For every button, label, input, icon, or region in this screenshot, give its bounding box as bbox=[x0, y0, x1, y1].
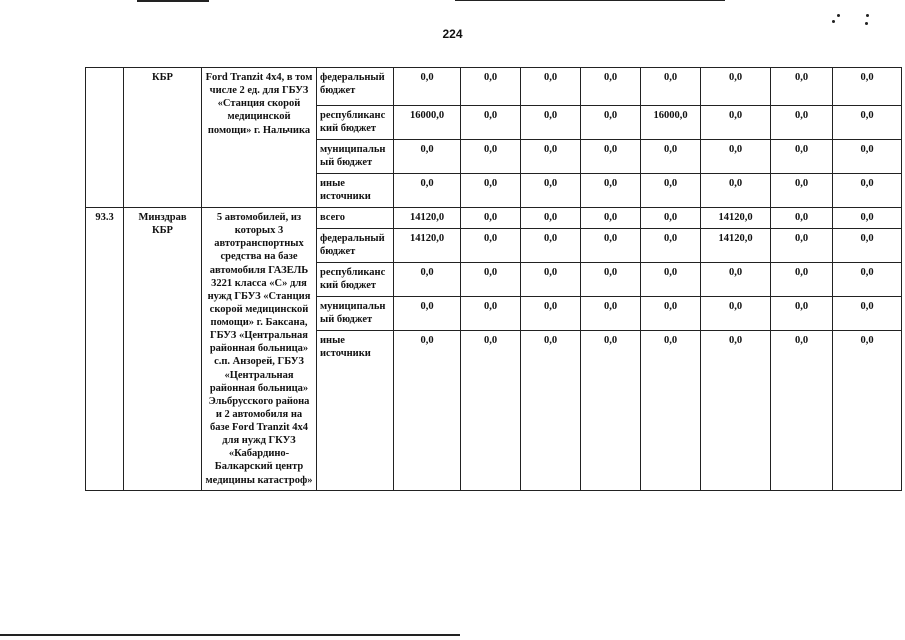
value-cell: 0,0 bbox=[701, 331, 771, 491]
value-cell: 0,0 bbox=[394, 297, 461, 331]
value-cell: 0,0 bbox=[581, 68, 641, 106]
value-cell: 0,0 bbox=[521, 106, 581, 140]
value-cell: 0,0 bbox=[581, 263, 641, 297]
value-cell: 16000,0 bbox=[641, 106, 701, 140]
value-cell: 0,0 bbox=[833, 263, 902, 297]
organization-cell: Минздрав КБР bbox=[124, 208, 202, 491]
value-cell: 0,0 bbox=[461, 68, 521, 106]
value-cell: 0,0 bbox=[641, 297, 701, 331]
value-cell: 0,0 bbox=[701, 106, 771, 140]
funding-source: федеральный бюджет bbox=[317, 229, 394, 263]
value-cell: 0,0 bbox=[394, 140, 461, 174]
scan-speck bbox=[832, 20, 835, 23]
value-cell: 0,0 bbox=[521, 140, 581, 174]
value-cell: 0,0 bbox=[641, 208, 701, 229]
value-cell: 0,0 bbox=[581, 208, 641, 229]
value-cell: 0,0 bbox=[581, 229, 641, 263]
value-cell: 0,0 bbox=[521, 297, 581, 331]
row-id bbox=[86, 68, 124, 208]
value-cell: 0,0 bbox=[833, 229, 902, 263]
value-cell: 0,0 bbox=[771, 229, 833, 263]
value-cell: 0,0 bbox=[394, 68, 461, 106]
value-cell: 0,0 bbox=[771, 208, 833, 229]
value-cell: 0,0 bbox=[771, 68, 833, 106]
value-cell: 0,0 bbox=[833, 208, 902, 229]
value-cell: 0,0 bbox=[701, 140, 771, 174]
funding-source: всего bbox=[317, 208, 394, 229]
value-cell: 0,0 bbox=[521, 263, 581, 297]
funding-source: республиканс кий бюджет bbox=[317, 106, 394, 140]
value-cell: 0,0 bbox=[461, 140, 521, 174]
scan-speck bbox=[866, 14, 869, 17]
value-cell: 14120,0 bbox=[394, 208, 461, 229]
scan-speck bbox=[837, 14, 840, 17]
organization-cell: КБР bbox=[124, 68, 202, 208]
value-cell: 16000,0 bbox=[394, 106, 461, 140]
value-cell: 0,0 bbox=[581, 140, 641, 174]
value-cell: 0,0 bbox=[521, 208, 581, 229]
value-cell: 0,0 bbox=[641, 331, 701, 491]
value-cell: 0,0 bbox=[581, 297, 641, 331]
value-cell: 14120,0 bbox=[394, 229, 461, 263]
scan-speck bbox=[865, 22, 868, 25]
value-cell: 0,0 bbox=[581, 106, 641, 140]
budget-table bbox=[85, 67, 902, 491]
value-cell: 0,0 bbox=[833, 331, 902, 491]
value-cell: 14120,0 bbox=[701, 229, 771, 263]
value-cell: 0,0 bbox=[771, 174, 833, 208]
funding-source: республиканс кий бюджет bbox=[317, 263, 394, 297]
value-cell: 0,0 bbox=[771, 331, 833, 491]
description-cell: 5 автомобилей, из которых 3 автотранспортных средства на базе автомобиля ГАЗЕЛЬ 3221 класса «С» для нужд ГБУЗ «Станция скорой медицинской помощи» г. Баксана, ГБУЗ «Центральная районная больница» с.п. Анзорей, ГБУЗ «Центральная районная больница» Эльбрусского района и 2 автомобиля на базе Ford Tranzit 4x4 для нужд ГКУЗ «Кабардино-Балкарский центр медицины катастроф» bbox=[202, 208, 317, 491]
scan-line-top-left bbox=[137, 0, 209, 2]
value-cell: 0,0 bbox=[461, 297, 521, 331]
value-cell: 0,0 bbox=[581, 331, 641, 491]
value-cell: 0,0 bbox=[833, 297, 902, 331]
value-cell: 0,0 bbox=[461, 263, 521, 297]
scan-line-top-right bbox=[455, 0, 725, 1]
value-cell: 0,0 bbox=[641, 68, 701, 106]
table-row bbox=[86, 208, 902, 229]
value-cell: 0,0 bbox=[521, 68, 581, 106]
value-cell: 0,0 bbox=[641, 140, 701, 174]
value-cell: 0,0 bbox=[771, 140, 833, 174]
value-cell: 0,0 bbox=[521, 229, 581, 263]
value-cell: 14120,0 bbox=[701, 208, 771, 229]
value-cell: 0,0 bbox=[833, 106, 902, 140]
value-cell: 0,0 bbox=[641, 174, 701, 208]
value-cell: 0,0 bbox=[833, 140, 902, 174]
value-cell: 0,0 bbox=[461, 106, 521, 140]
funding-source: иные источники bbox=[317, 174, 394, 208]
value-cell: 0,0 bbox=[461, 229, 521, 263]
value-cell: 0,0 bbox=[394, 331, 461, 491]
value-cell: 0,0 bbox=[461, 331, 521, 491]
funding-source: иные источники bbox=[317, 331, 394, 491]
funding-source: муниципальн ый бюджет bbox=[317, 140, 394, 174]
scan-line-bottom bbox=[0, 634, 460, 636]
value-cell: 0,0 bbox=[461, 208, 521, 229]
description-cell: Ford Tranzit 4x4, в том числе 2 ед. для ГБУЗ «Станция скорой медицинской помощи» г. Нальчика bbox=[202, 68, 317, 208]
value-cell: 0,0 bbox=[641, 263, 701, 297]
value-cell: 0,0 bbox=[521, 331, 581, 491]
value-cell: 0,0 bbox=[701, 263, 771, 297]
value-cell: 0,0 bbox=[833, 174, 902, 208]
value-cell: 0,0 bbox=[461, 174, 521, 208]
value-cell: 0,0 bbox=[701, 174, 771, 208]
value-cell: 0,0 bbox=[394, 174, 461, 208]
row-id: 93.3 bbox=[86, 208, 124, 491]
value-cell: 0,0 bbox=[581, 174, 641, 208]
value-cell: 0,0 bbox=[394, 263, 461, 297]
value-cell: 0,0 bbox=[771, 297, 833, 331]
funding-source: федеральный бюджет bbox=[317, 68, 394, 106]
value-cell: 0,0 bbox=[701, 68, 771, 106]
value-cell: 0,0 bbox=[771, 263, 833, 297]
funding-source: муниципальн ый бюджет bbox=[317, 297, 394, 331]
value-cell: 0,0 bbox=[771, 106, 833, 140]
page-number: 224 bbox=[442, 27, 463, 41]
value-cell: 0,0 bbox=[833, 68, 902, 106]
value-cell: 0,0 bbox=[701, 297, 771, 331]
table-row bbox=[86, 68, 902, 106]
value-cell: 0,0 bbox=[641, 229, 701, 263]
value-cell: 0,0 bbox=[521, 174, 581, 208]
